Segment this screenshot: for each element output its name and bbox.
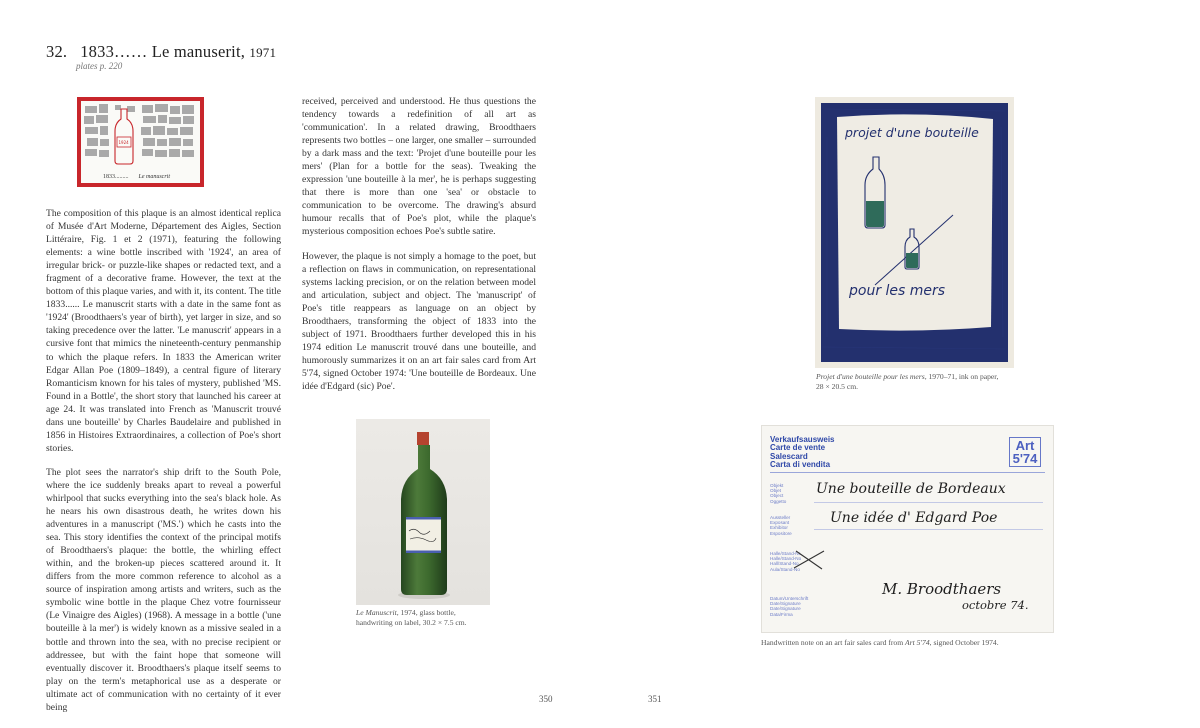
cross-out-mark bbox=[790, 548, 830, 572]
hall-labels: Halle/Stand-Nr. Halle/Stand-No Hall/Stand-No Aula/Stand-No bbox=[770, 551, 802, 572]
sales-card-caption bbox=[761, 638, 1061, 648]
handwriting-object: Une bouteille de Bordeaux bbox=[816, 481, 1006, 497]
sales-card-image bbox=[761, 425, 1054, 633]
plates-reference: plates p. 220 bbox=[76, 61, 123, 71]
left-paragraph-2: The plot sees the narrator's ship drift to the South Pole, where the ice suddenly breaks apart to reveal a powerful whirlpool that sucks everything into the sea's black hole. As he nears his own disastrous death, he writes down his adventures in a manuscript ('MS.') which he casts into the sea. This story identifies the context of the principal motifs of Broodthaers's plaque: the bottle, the whirling effect within, and the broken-up pieces scattered around it. It differs from the more common reference to alcohol as a source of inspiration among artists and writers, such as the symbolic wine bottle in the plaque Chez votre fournisseur (Le Vinaigre des Aigles) (1968). A message in a bottle ('une bouteille à la mer') is widely known as a missive sealed in a bottle and thrown into the sea, with no precise recipient or addressee, but with the faint hope that someone will eventually discover it. Broodthaers's plaque itself seems to play on the term's metaphorical use as a desperate or ultimate act of communication with no certainty of it ever being bbox=[46, 466, 281, 713]
bottle-caption-line2: handwriting on label, 30.2 × 7.5 cm. bbox=[356, 618, 467, 628]
entry-year: 1971 bbox=[249, 45, 277, 60]
drawing-caption-title: Projet d'une bouteille pour les mers, bbox=[816, 372, 927, 381]
drawing-caption-rest: 1970–71, ink on paper, bbox=[928, 372, 999, 381]
plaque-inscription bbox=[103, 174, 170, 180]
left-paragraph-1: The composition of this plaque is an almost identical replica of Musée d'Art Moderne, Département des Aigles, Section Littéraire, Fig. 1 et 2 (1971), featuring the following elements: a wine bottle inscribed with '1924', an area of irregular brick- or puzzle-like shapes or redacted text, and a fragment of a decorative frame. However, the text at the bottom of this plaque varies, and with it, its content. The title 1833...... Le manuscrit starts with a date in the same font as '1924' (Broodthaers's year of birth), yet larger in size, and so taking precedence over the latter. 'Le manuscrit' appears in a cursive font that mimics the nineteenth-century penmanship to which the plaque refers. In 1833 the American writer Edgar Allan Poe (1809–1849), a central figure of literary Romanticism known for his tales of mystery, published 'MS. Found in a Bottle', the short story that launched his career at age 24. It was translated into French as 'Manuscrit trouvé dans une bouteille' by Charles Baudelaire and published in 1856 in Histoires Extraordinaires, a collection of Poe's short stories. bbox=[46, 208, 281, 454]
drawing-caption bbox=[816, 372, 1016, 392]
drawing-text-top: projet d'une bouteille bbox=[845, 125, 979, 140]
entry-number: 32. bbox=[46, 42, 68, 61]
object-labels: Objekt Objet Object Oggetto bbox=[770, 483, 787, 504]
plaque-image bbox=[77, 97, 204, 187]
drawing-text-bottom: pour les mers bbox=[849, 283, 946, 299]
plaque-cursive-text: Le manuscrit bbox=[138, 174, 170, 180]
sales-card-caption-rest: signed October 1974. bbox=[933, 638, 999, 647]
entry-title: 1833…… Le manuserit, bbox=[80, 42, 246, 61]
bottle-caption-title: Le Manuscrit, bbox=[356, 608, 399, 617]
entry-heading bbox=[46, 42, 276, 62]
middle-paragraph-2: However, the plaque is not simply a homage to the poet, but a reflection on flaws in communication, on representational systems lacking precision, or on the relation between model and articulation, subject and object. The 'manuscript' of Poe's title reappears as language on an object by Broodthaers, transforming the object of 1833 into the subject of 1971. Broodthaers further developed this in his 1974 edition Le manuscrit trouvé dans une bouteille, and humorously summarizes it on an art fair sales card from Art 5'74, signed October 1974: 'Une bouteille de Bordeaux. Une idée d'Edgard (sic) Poe'. bbox=[302, 250, 536, 392]
bottle-caption-rest: 1974, glass bottle, bbox=[400, 608, 456, 617]
sales-card-header: Verkaufsausweis Carte de vente Salescard Carta di vendita bbox=[770, 435, 835, 470]
middle-text-column bbox=[302, 95, 536, 393]
plaque-shapes bbox=[81, 101, 200, 183]
sales-card-caption-title: Art 5'74, bbox=[905, 638, 932, 647]
date-signature-labels: Datum/Unterschrift Date/Signature Date/Signature Data/Firma bbox=[770, 596, 809, 617]
plaque-date-text: 1833......... bbox=[103, 174, 129, 180]
signature: M. Broodthaers bbox=[882, 580, 1002, 598]
drawing-caption-line2: 28 × 20.5 cm. bbox=[816, 382, 859, 392]
idea-line bbox=[814, 529, 1043, 530]
bottle-photo bbox=[356, 419, 490, 605]
page-number-left: 350 bbox=[539, 694, 553, 704]
art-fair-logo: Art 5'74 bbox=[1009, 437, 1041, 467]
middle-paragraph-1: received, perceived and understood. He thus questions the tendency towards a redefinition of all art as 'communication'. In a related drawing, Broodthaers represents two bottles – one larger, one smaller – surrounded by a dark mass and the text: 'Projet d'une bouteille pour les mers' (Plan for a bottle for the seas). Tweaking the expression 'une bouteille à la mer', he is perhaps suggesting that there is more than one 'sea' or obstacle to communication to be overcome. The drawing's absurd humour recalls that of Poe's plot, while the plaque's mysterious composition echoes Poe's subtle satire. bbox=[302, 96, 536, 238]
svg-text:1924: 1924 bbox=[118, 140, 129, 145]
sales-card-caption-text: Handwritten note on an art fair sales card from bbox=[761, 638, 904, 647]
card-divider bbox=[770, 472, 1045, 473]
left-text-column bbox=[46, 207, 281, 714]
exhibitor-labels: Aussteller Exposant Exhibitor Espositore bbox=[770, 515, 792, 536]
glass-bottle-shape bbox=[356, 419, 490, 605]
page-number-right: 351 bbox=[648, 694, 662, 704]
handwritten-date: octobre 74. bbox=[962, 598, 1029, 612]
bottle-caption bbox=[356, 608, 506, 628]
handwriting-idea: Une idée d' Edgard Poe bbox=[830, 510, 998, 526]
object-line bbox=[814, 502, 1043, 503]
drawing-image bbox=[815, 97, 1014, 368]
